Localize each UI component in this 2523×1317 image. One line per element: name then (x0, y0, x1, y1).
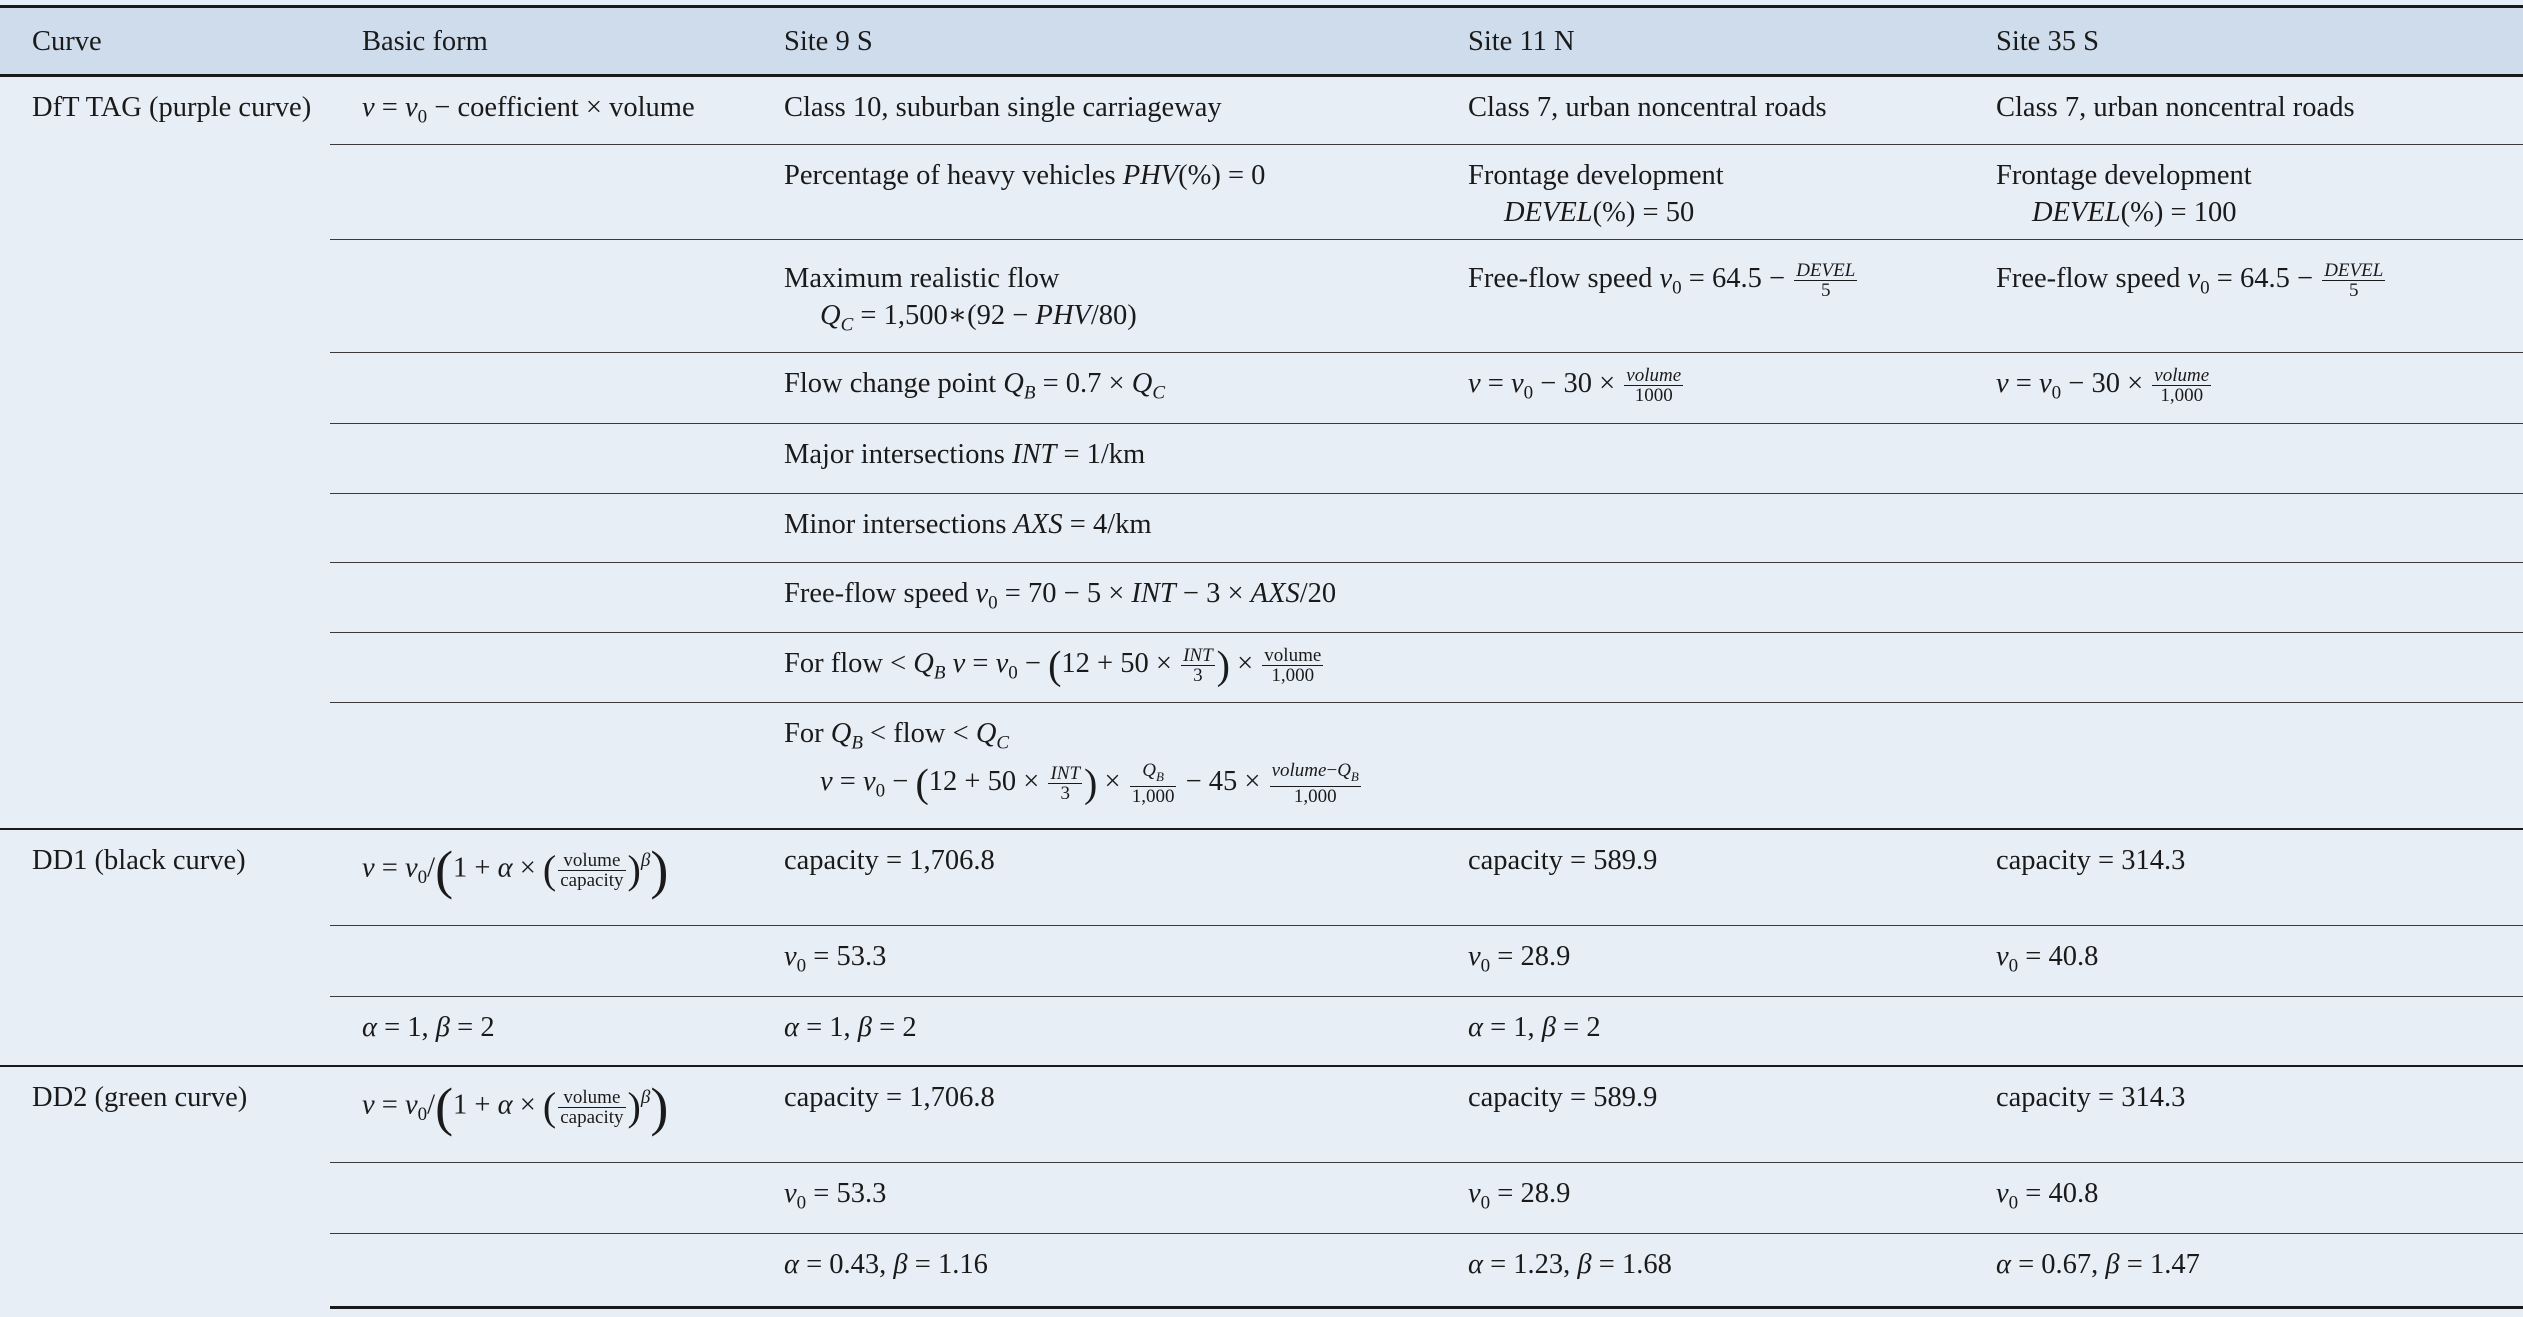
cell: Free-flow speed $v_0 = 70 - 5$ × INT − 3 × AXS/20 (752, 562, 1436, 632)
cell: Free-flow speed $v_0 = 64.5$ − $\frac{\text{DEVEL}}{5}$ (1436, 240, 1964, 353)
header-row (0, 7, 2523, 76)
cell: Class 10, suburban single carriageway (784, 92, 1222, 123)
basic-form-dft: $v = v_0$ − coefficient × volume (362, 92, 695, 128)
cell: Frontage development DEVEL(%) = 50 (1436, 145, 1964, 240)
header-site-11n: Site 11 N (1436, 7, 1964, 76)
cell: Flow change point $Q_B = 0.7 \times Q_C$ (752, 352, 1436, 423)
table-row (0, 76, 2523, 145)
cell: $v_0 = 40.8$ (1964, 1162, 2523, 1233)
cell: capacity = 314.3 (1964, 829, 2523, 925)
header-curve: Curve (0, 7, 330, 76)
table-row (0, 996, 2523, 1066)
table-row (0, 423, 2523, 493)
cell: Class 7, urban noncentral roads (1996, 92, 2355, 123)
header-basic-form: Basic form (330, 7, 752, 76)
basic-form-dd1: $v = v_0/(1 + \alpha$ × ( $\frac{\text{volume}}{\text{capacity}}$ )$^\beta$) (330, 829, 752, 925)
table-row (0, 829, 2523, 925)
cell: Frontage development DEVEL(%) = 100 (1964, 145, 2523, 240)
cell: Percentage of heavy vehicles PHV(%) = 0 (752, 145, 1436, 240)
cell: Class 7, urban noncentral roads (1468, 92, 1827, 123)
cell: $v_0 = 28.9$ (1436, 925, 1964, 996)
cell: Maximum realistic flow $Q_C$ = 1,500∗(92 − PHV/80) (752, 240, 1436, 353)
cell: capacity = 589.9 (1436, 1066, 1964, 1162)
cell: α = 0.43, β = 1.16 (752, 1233, 1436, 1307)
cell: Minor intersections AXS = 4/km (752, 493, 1436, 562)
header-site-9s: Site 9 S (752, 7, 1436, 76)
cell: α = 1, β = 2 (330, 996, 752, 1066)
table-row (0, 632, 2523, 702)
cell: $v = v_0 - 30$ × $\frac{\text{volume}}{1000}$ (1436, 352, 1964, 423)
curve-dd2: DD2 (green curve) (0, 1066, 330, 1307)
cell: $v_0 = 28.9$ (1436, 1162, 1964, 1233)
cell: capacity = 589.9 (1436, 829, 1964, 925)
table-row (0, 1233, 2523, 1307)
table-row (0, 702, 2523, 829)
cell: capacity = 314.3 (1964, 1066, 2523, 1162)
cell: α = 1, β = 2 (752, 996, 1436, 1066)
table-row (0, 493, 2523, 562)
cell: Major intersections INT = 1/km (752, 423, 1436, 493)
cell: α = 0.67, β = 1.47 (1964, 1233, 2523, 1307)
cell: capacity = 1,706.8 (752, 829, 1436, 925)
parameters-table (0, 5, 2523, 1309)
table-row (0, 925, 2523, 996)
cell: α = 1.23, β = 1.68 (1436, 1233, 1964, 1307)
cell: $v_0 = 53.3$ (752, 925, 1436, 996)
cell: capacity = 1,706.8 (752, 1066, 1436, 1162)
table-row (0, 145, 2523, 240)
cell: Free-flow speed $v_0 = 64.5$ − $\frac{\text{DEVEL}}{5}$ (1964, 240, 2523, 353)
cell: $v_0 = 53.3$ (752, 1162, 1436, 1233)
table-row (0, 1066, 2523, 1162)
basic-form-dd2: $v = v_0/(1 + \alpha$ × ( $\frac{\text{volume}}{\text{capacity}}$ )$^\beta$) (330, 1066, 752, 1162)
cell: α = 1, β = 2 (1436, 996, 1964, 1066)
table-row (0, 562, 2523, 632)
curve-dft: DfT TAG (purple curve) (32, 92, 312, 123)
header-site-35s: Site 35 S (1964, 7, 2523, 76)
table-row (0, 352, 2523, 423)
curve-dd1: DD1 (black curve) (0, 829, 330, 1066)
cell: For flow < $Q_B$ $v = v_0 - (12 + 50$ × $\frac{\text{INT}}{3}$ ) × $\frac{\text{volume}}{1,000}$ (752, 632, 1436, 702)
cell: For $Q_B$ < flow < $Q_C$ $v = v_0 - (12 + 50$ × $\frac{\text{INT}}{3}$ ) × $\frac{Q_B}{1,000}$ − 45 × $\frac{volume-Q_B}{1,000}$ (752, 702, 1436, 829)
table-row (0, 240, 2523, 353)
cell: $v_0 = 40.8$ (1964, 925, 2523, 996)
table-row (0, 1162, 2523, 1233)
cell: $v = v_0 - 30$ × $\frac{\text{volume}}{1,000}$ (1964, 352, 2523, 423)
